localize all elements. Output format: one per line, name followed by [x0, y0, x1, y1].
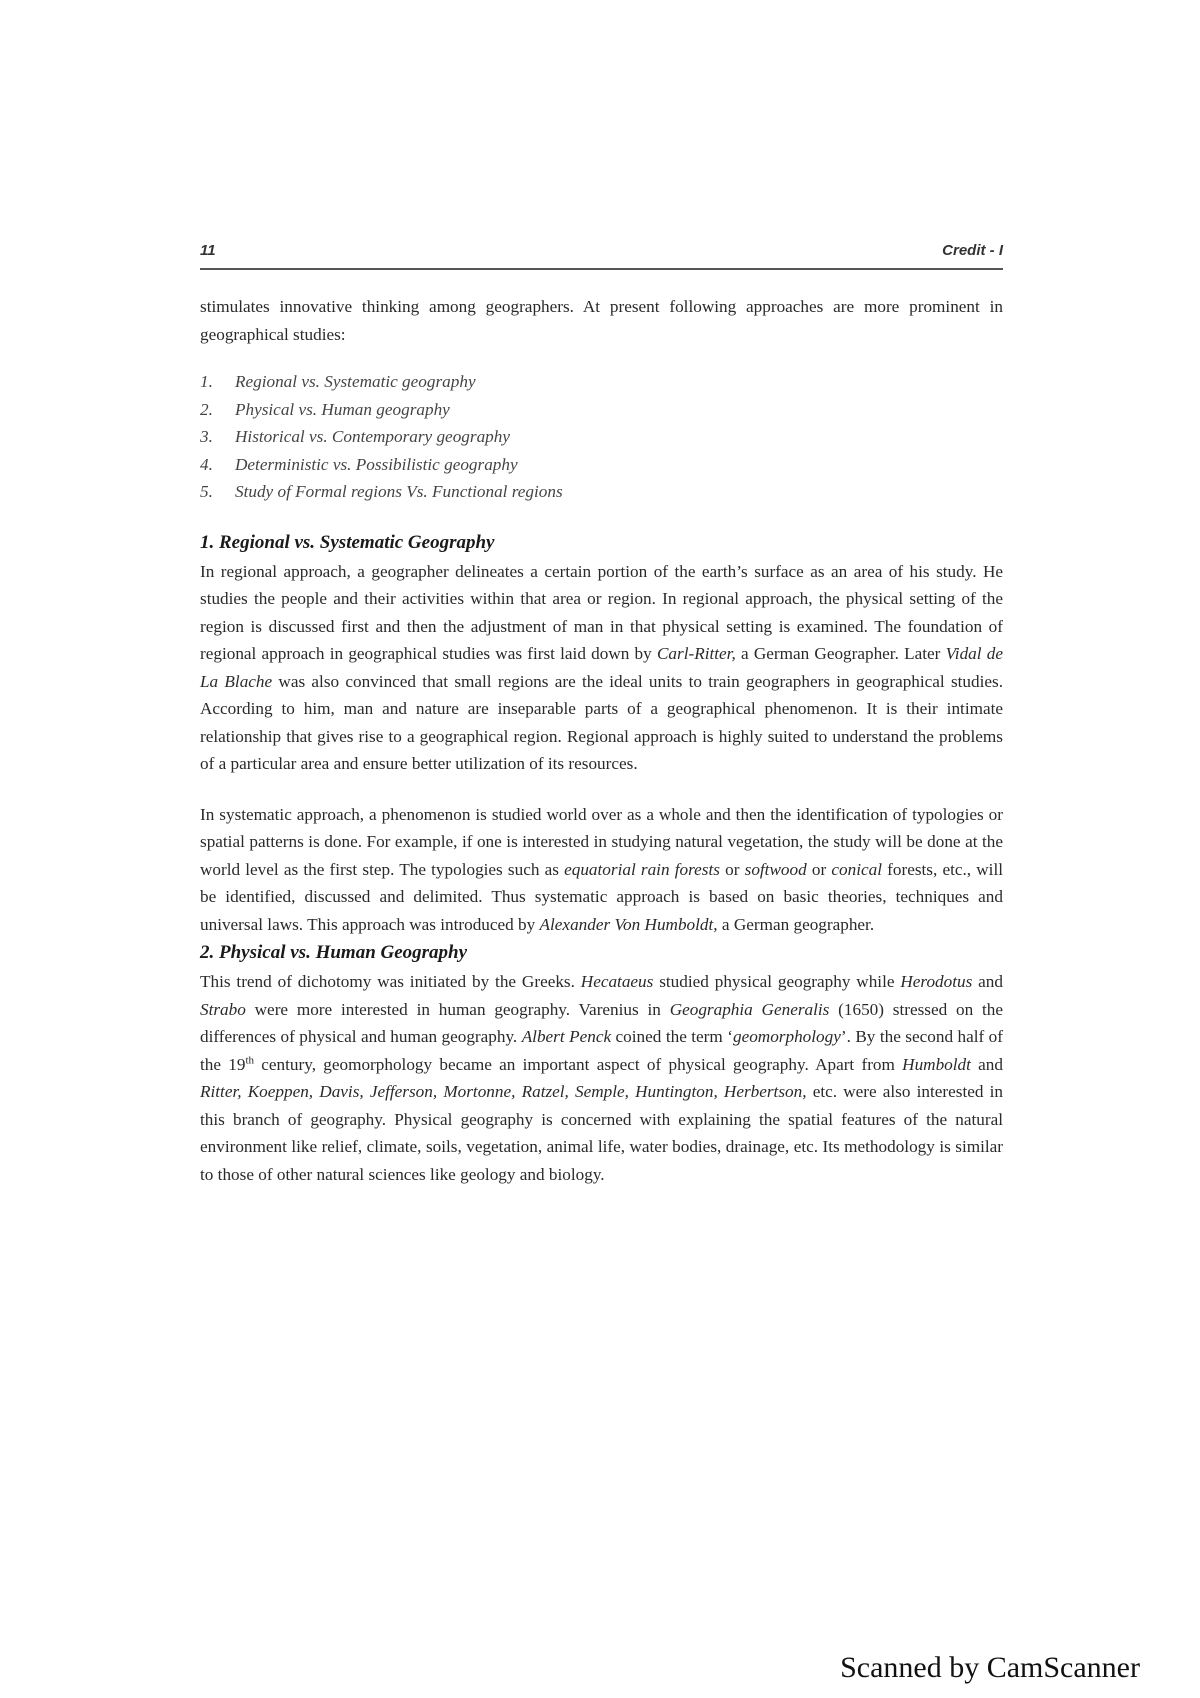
list-item	[200, 423, 1003, 451]
text-run: etc. were also interested in this branch of geography. Physical geography is concerned with explaining the spatial features of the natural environment like relief, climate, soils, vegetation, animal life, water bodies, drainage, etc. Its methodology is similar to those of other natural sciences like geology and biology.	[200, 1082, 1004, 1184]
text-run: This trend of dichotomy was initiated by the Greeks.	[200, 972, 581, 991]
text-run: and	[970, 1054, 1003, 1074]
list-item-label: Study of Formal regions Vs. Functional regions	[235, 482, 563, 501]
paragraph-systematic-approach	[200, 801, 1003, 939]
page-content	[200, 293, 1003, 1188]
list-item	[200, 396, 1003, 424]
text-run: was also convinced that small regions are the ideal units to train geographers in geographical studies. According to him, man and nature are inseparable parts of a geographical phenomenon. It is their intimate relationship that gives rise to a geographical region. Regional approach is highly suited to understand the problems of a particular area and ensure better utilization of its resources.	[200, 671, 1004, 773]
text-run: and	[972, 972, 1003, 991]
paragraph-regional-approach	[200, 558, 1003, 778]
italic-name: Humboldt	[902, 1054, 971, 1074]
italic-term: softwood	[744, 859, 807, 879]
italic-name: Carl-Ritter,	[656, 644, 736, 663]
italic-names: Ritter, Koeppen, Davis, Jefferson, Mortonne, Ratzel, Semple, Huntington, Herbertson,	[200, 1082, 807, 1101]
italic-name: Albert Penck	[521, 1027, 612, 1046]
paragraph-physical-human	[200, 968, 1003, 1188]
italic-name: Strabo	[200, 999, 246, 1019]
list-item-label: Regional vs. Systematic geography	[235, 372, 476, 391]
list-number: 1.	[200, 372, 213, 391]
italic-name: Hecataeus	[580, 972, 654, 991]
list-number: 3.	[200, 427, 213, 446]
page-number: 11	[200, 242, 216, 259]
list-number: 2.	[200, 399, 213, 419]
intro-paragraph: stimulates innovative thinking among geographers. At present following approaches are more prominent in geographical studies:	[200, 297, 1003, 344]
running-header	[200, 238, 1003, 270]
text-run: a German geographer.	[717, 914, 875, 934]
text-run: (1650) stressed on the differences of physical and human geography.	[200, 999, 1004, 1046]
list-item	[200, 451, 1003, 479]
text-run: or	[719, 859, 745, 879]
italic-term: equatorial rain forests	[564, 859, 720, 879]
italic-name: Alexander Von Humboldt,	[539, 914, 718, 934]
italic-title: Geographia Generalis	[669, 999, 830, 1019]
list-item-label: Historical vs. Contemporary geography	[235, 427, 510, 446]
scanner-watermark: Scanned by CamScanner	[840, 1651, 1140, 1684]
text-run: century, geomorphology became an important aspect of physical geography. Apart from	[254, 1054, 903, 1074]
section-heading-regional: 1. Regional vs. Systematic Geography	[200, 531, 495, 553]
credit-label: Credit - I	[942, 242, 1003, 259]
list-item	[200, 478, 1003, 506]
text-run: In regional approach, a geographer delineates a certain portion of the earth’s surface as an area of his study. He studies the people and their activities within that area or region. In regional approach, the physical setting of the region is discussed first and then the adjustment of man in that physical setting is examined. The foundation of regional approach in geographical studies was first laid down by	[200, 561, 1003, 663]
text-run: were more interested in human geography. Varenius in	[245, 999, 670, 1019]
list-item	[200, 368, 1003, 396]
text-run: coined the term ‘	[611, 1027, 733, 1046]
italic-term: conical	[831, 859, 882, 879]
approach-list	[200, 368, 1003, 506]
italic-name: Vidal de La Blache	[200, 644, 1003, 691]
text-run: a German Geographer. Later	[735, 644, 946, 663]
italic-term: geomorphology	[732, 1027, 841, 1046]
text-run: forests, etc., will be identified, discussed and delimited. Thus systematic approach is based on basic theories, techniques and universal laws. This approach was introduced by	[200, 859, 1004, 934]
text-run: studied physical geography while	[653, 972, 901, 991]
text-run: or	[806, 859, 832, 879]
italic-name: Herodotus	[900, 972, 973, 991]
list-number: 5.	[200, 482, 213, 501]
list-item-label: Deterministic vs. Possibilistic geography	[235, 454, 518, 474]
list-item-label: Physical vs. Human geography	[235, 399, 450, 419]
superscript: th	[245, 1053, 255, 1066]
text-run: In systematic approach, a phenomenon is studied world over as a whole and then the identification of typologies or spatial patterns is done. For example, if one is interested in studying natural vegetation, the study will be done at the world level as the first step. The typologies such as	[200, 804, 1003, 879]
list-number: 4.	[200, 454, 213, 474]
section-heading-physical-human: 2. Physical vs. Human Geography	[200, 942, 468, 963]
text-run: ’. By the second half of the 19	[200, 1027, 1003, 1074]
